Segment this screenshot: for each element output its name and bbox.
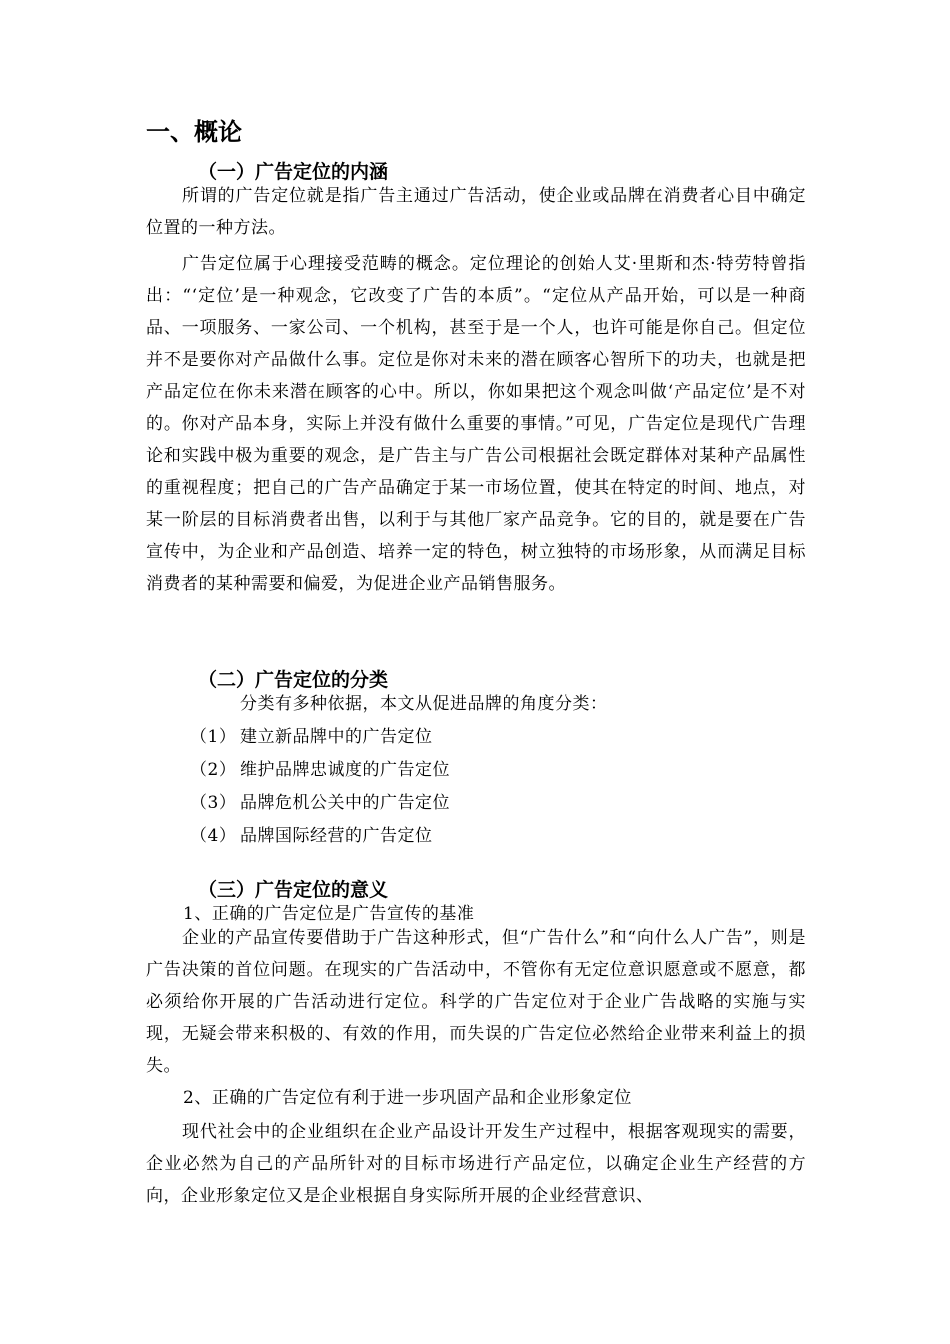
list-item-text: 品牌危机公关中的广告定位 (240, 793, 450, 813)
section1-title: （一）广告定位的内涵 (198, 161, 389, 183)
list-item-text: 品牌国际经营的广告定位 (240, 826, 433, 846)
list-item-text: 维护品牌忠诚度的广告定位 (240, 760, 450, 780)
section2-title: （二）广告定位的分类 (198, 669, 389, 691)
chapter-heading: 一、概论 (146, 118, 242, 146)
list-item (0, 756, 950, 784)
list-item-number: （2） (190, 760, 237, 780)
list-item-number: （1） (190, 727, 237, 747)
section3-subheading-1: 1、正确的广告定位是广告宣传的基准 (183, 904, 475, 924)
section3-title: （三）广告定位的意义 (198, 879, 389, 901)
list-item (0, 789, 950, 817)
list-item (0, 723, 950, 751)
section1-paragraph-1: 所谓的广告定位就是指广告主通过广告活动，使企业或品牌在消费者心目中确定位置的一种方法。 (146, 186, 806, 238)
section2-intro: 分类有多种依据，本文从促进品牌的角度分类： (240, 694, 608, 714)
section1-paragraph-2: 广告定位属于心理接受范畴的概念。定位理论的创始人艾·里斯和杰·特劳特曾指出：“‘定位’是一种观念，它改变了广告的本质”。“定位从产品开始，可以是一种商品、一项服务、一家公司、一个机构，甚至于是一个人，也许可能是你自己。但定位并不是要你对产品做什么事。定位是你对未来的潜在顾客心智所下的功夫，也就是把产品定位在你未来潜在顾客的心中。所以，你如果把这个观念叫做‘产品定位’是不对的。你对产品本身，实际上并没有做什么重要的事情。”可见，广告定位是现代广告理论和实践中极为重要的观念，是广告主与广告公司根据社会既定群体对某种产品属性的重视程度；把自己的广告产品确定于某一市场位置，使其在特定的时间、地点，对某一阶层的目标消费者出售，以利于与其他厂家产品竞争。它的目的，就是要在广告宣传中，为企业和产品创造、培养一定的特色，树立独特的市场形象，从而满足目标消费者的某种需要和偏爱，为促进企业产品销售服务。 (146, 254, 806, 594)
section3-subheading-2: 2、正确的广告定位有利于进一步巩固产品和企业形象定位 (183, 1088, 632, 1108)
list-item (0, 822, 950, 850)
list-item-number: （4） (190, 826, 237, 846)
list-item-number: （3） (190, 793, 237, 813)
list-item-text: 建立新品牌中的广告定位 (240, 727, 433, 747)
section3-paragraph-1: 企业的产品宣传要借助于广告这种形式，但“广告什么”和“向什么人广告”，则是广告决策的首位问题。在现实的广告活动中，不管你有无定位意识愿意或不愿意，都必须给你开展的广告活动进行定位。科学的广告定位对于企业广告战略的实施与实现，无疑会带来积极的、有效的作用，而失误的广告定位必然给企业带来利益上的损失。 (146, 928, 806, 1076)
section3-paragraph-2: 现代社会中的企业组织在企业产品设计开发生产过程中，根据客观现实的需要，企业必然为自己的产品所针对的目标市场进行产品定位，以确定企业生产经营的方向，企业形象定位又是企业根据自身实际所开展的企业经营意识、 (146, 1122, 806, 1206)
